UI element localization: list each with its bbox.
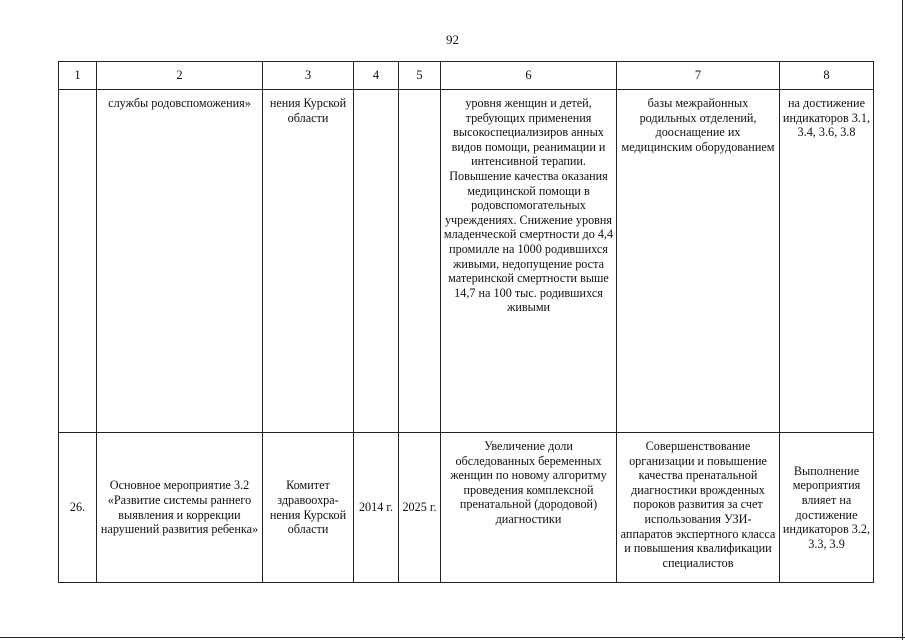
header-cell-4: 4 (354, 62, 399, 90)
cont-number-cell (59, 90, 97, 433)
end-year-cell: 2025 г. (399, 433, 441, 583)
header-cell-8: 8 (780, 62, 874, 90)
header-cell-2: 2 (97, 62, 263, 90)
row-number-cell: 26. (59, 433, 97, 583)
executor-cell: Комитет здравоохра-нения Курской области (263, 433, 354, 583)
page-number: 92 (446, 32, 459, 47)
cont-result-cell: уровня женщин и детей, требующих применения высокоспециализиров анных видов помощи, реанимации и интенсивной терапии. Повышение качества оказания медицинской помощи в родовспомогательных учреждениях. Снижение уровня младенческой смертности до 4,4 промилле на 1000 родившихся живыми, недопущение роста материнской смертности выше 14,7 на 100 тыс. родившихся живыми (441, 90, 617, 433)
page-border-right (902, 0, 903, 640)
cont-actions-cell: базы межрайонных родильных отделений, дооснащение их медицинским оборудованием (617, 90, 780, 433)
measures-table (58, 61, 874, 583)
cont-executor-cell: нения Курской области (263, 90, 354, 433)
indicator-impact-cell: Выполнение мероприятия влияет на достижение индикаторов 3.2, 3.3, 3.9 (780, 433, 874, 583)
header-cell-6: 6 (441, 62, 617, 90)
expected-result-cell: Увеличение доли обследованных беременных женщин по новому алгоритму проведения комплексной пренатальной (дородовой) диагностики (441, 433, 617, 583)
header-cell-5: 5 (399, 62, 441, 90)
header-cell-1: 1 (59, 62, 97, 90)
header-cell-7: 7 (617, 62, 780, 90)
main-actions-cell: Совершенствование организации и повышение качества пренатальной диагностики врожденных пороков развития за счет использования УЗИ-аппаратов экспертного класса и повышения квалификации специалистов (617, 433, 780, 583)
start-year-cell: 2014 г. (354, 433, 399, 583)
event-name-cell: Основное мероприятие 3.2 «Развитие системы раннего выявления и коррекции нарушений развития ребенка» (97, 433, 263, 583)
cont-end-cell (399, 90, 441, 433)
cont-impact-cell: на достижение индикаторов 3.1, 3.4, 3.6, 3.8 (780, 90, 874, 433)
page-border-bottom (0, 637, 905, 638)
cont-event-cell: службы родовспоможения» (97, 90, 263, 433)
cont-start-cell (354, 90, 399, 433)
continued-row (59, 90, 874, 433)
header-cell-3: 3 (263, 62, 354, 90)
header-row (59, 62, 874, 90)
table-row (59, 433, 874, 583)
